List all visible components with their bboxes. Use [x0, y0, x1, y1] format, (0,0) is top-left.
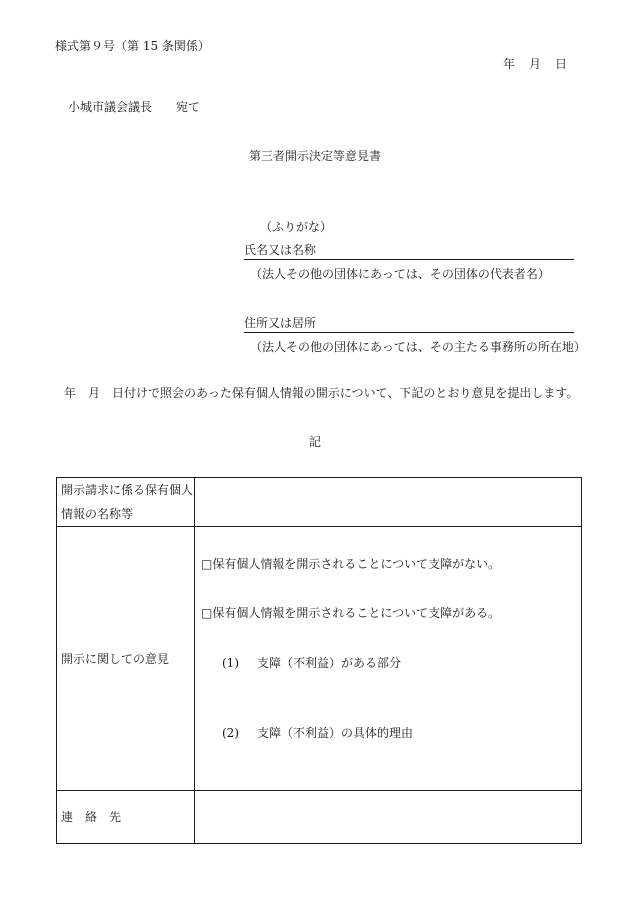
table-row — [57, 478, 582, 527]
sub-item-specific-reason[interactable] — [222, 724, 413, 741]
info-name-cell[interactable] — [195, 478, 582, 527]
sub-item-affected-part[interactable] — [222, 654, 401, 671]
contact-cell[interactable] — [195, 791, 582, 844]
form-number: 様式第９号（第 15 条関係） — [55, 39, 210, 53]
document-title: 第三者開示決定等意見書 — [248, 149, 381, 163]
furigana-label: （ふりがな） — [260, 220, 333, 234]
info-name-label: 開示請求に係る保有個人情報の名称等 — [57, 478, 195, 527]
opinion-cell — [195, 527, 582, 791]
contact-label: 連 絡 先 — [57, 791, 195, 844]
checkbox-issue[interactable]: □保有個人情報を開示されることについて支障がある。 — [201, 606, 501, 620]
sub-item-label: 支障（不利益）がある部分 — [257, 656, 402, 670]
name-label: 氏名又は名称 — [244, 243, 317, 257]
address-label: 住所又は居所 — [244, 316, 317, 330]
statement-text: 年 月 日付けで照会のあった保有個人情報の開示について、下記のとおり意見を提出します。 — [64, 386, 579, 400]
table-row — [57, 527, 582, 791]
date-line: 年 月 日 — [503, 57, 569, 71]
sub-item-number: (1) — [222, 656, 239, 670]
name-note: （法人その他の団体にあっては、その団体の代表者名） — [250, 267, 550, 281]
ki-heading: 記 — [308, 435, 321, 449]
sub-item-label: 支障（不利益）の具体的理由 — [257, 726, 414, 740]
address-field[interactable] — [244, 314, 574, 333]
sub-item-number: (2) — [222, 726, 239, 740]
addressee: 小城市議会議長 宛て — [68, 100, 201, 114]
checkbox-no-issue[interactable]: □保有個人情報を開示されることについて支障がない。 — [201, 557, 501, 571]
opinion-table — [56, 477, 582, 844]
name-field[interactable] — [244, 241, 574, 260]
opinion-label: 開示に関しての意見 — [57, 527, 195, 791]
address-note: （法人その他の団体にあっては、その主たる事務所の所在地） — [250, 340, 586, 354]
table-row — [57, 791, 582, 844]
